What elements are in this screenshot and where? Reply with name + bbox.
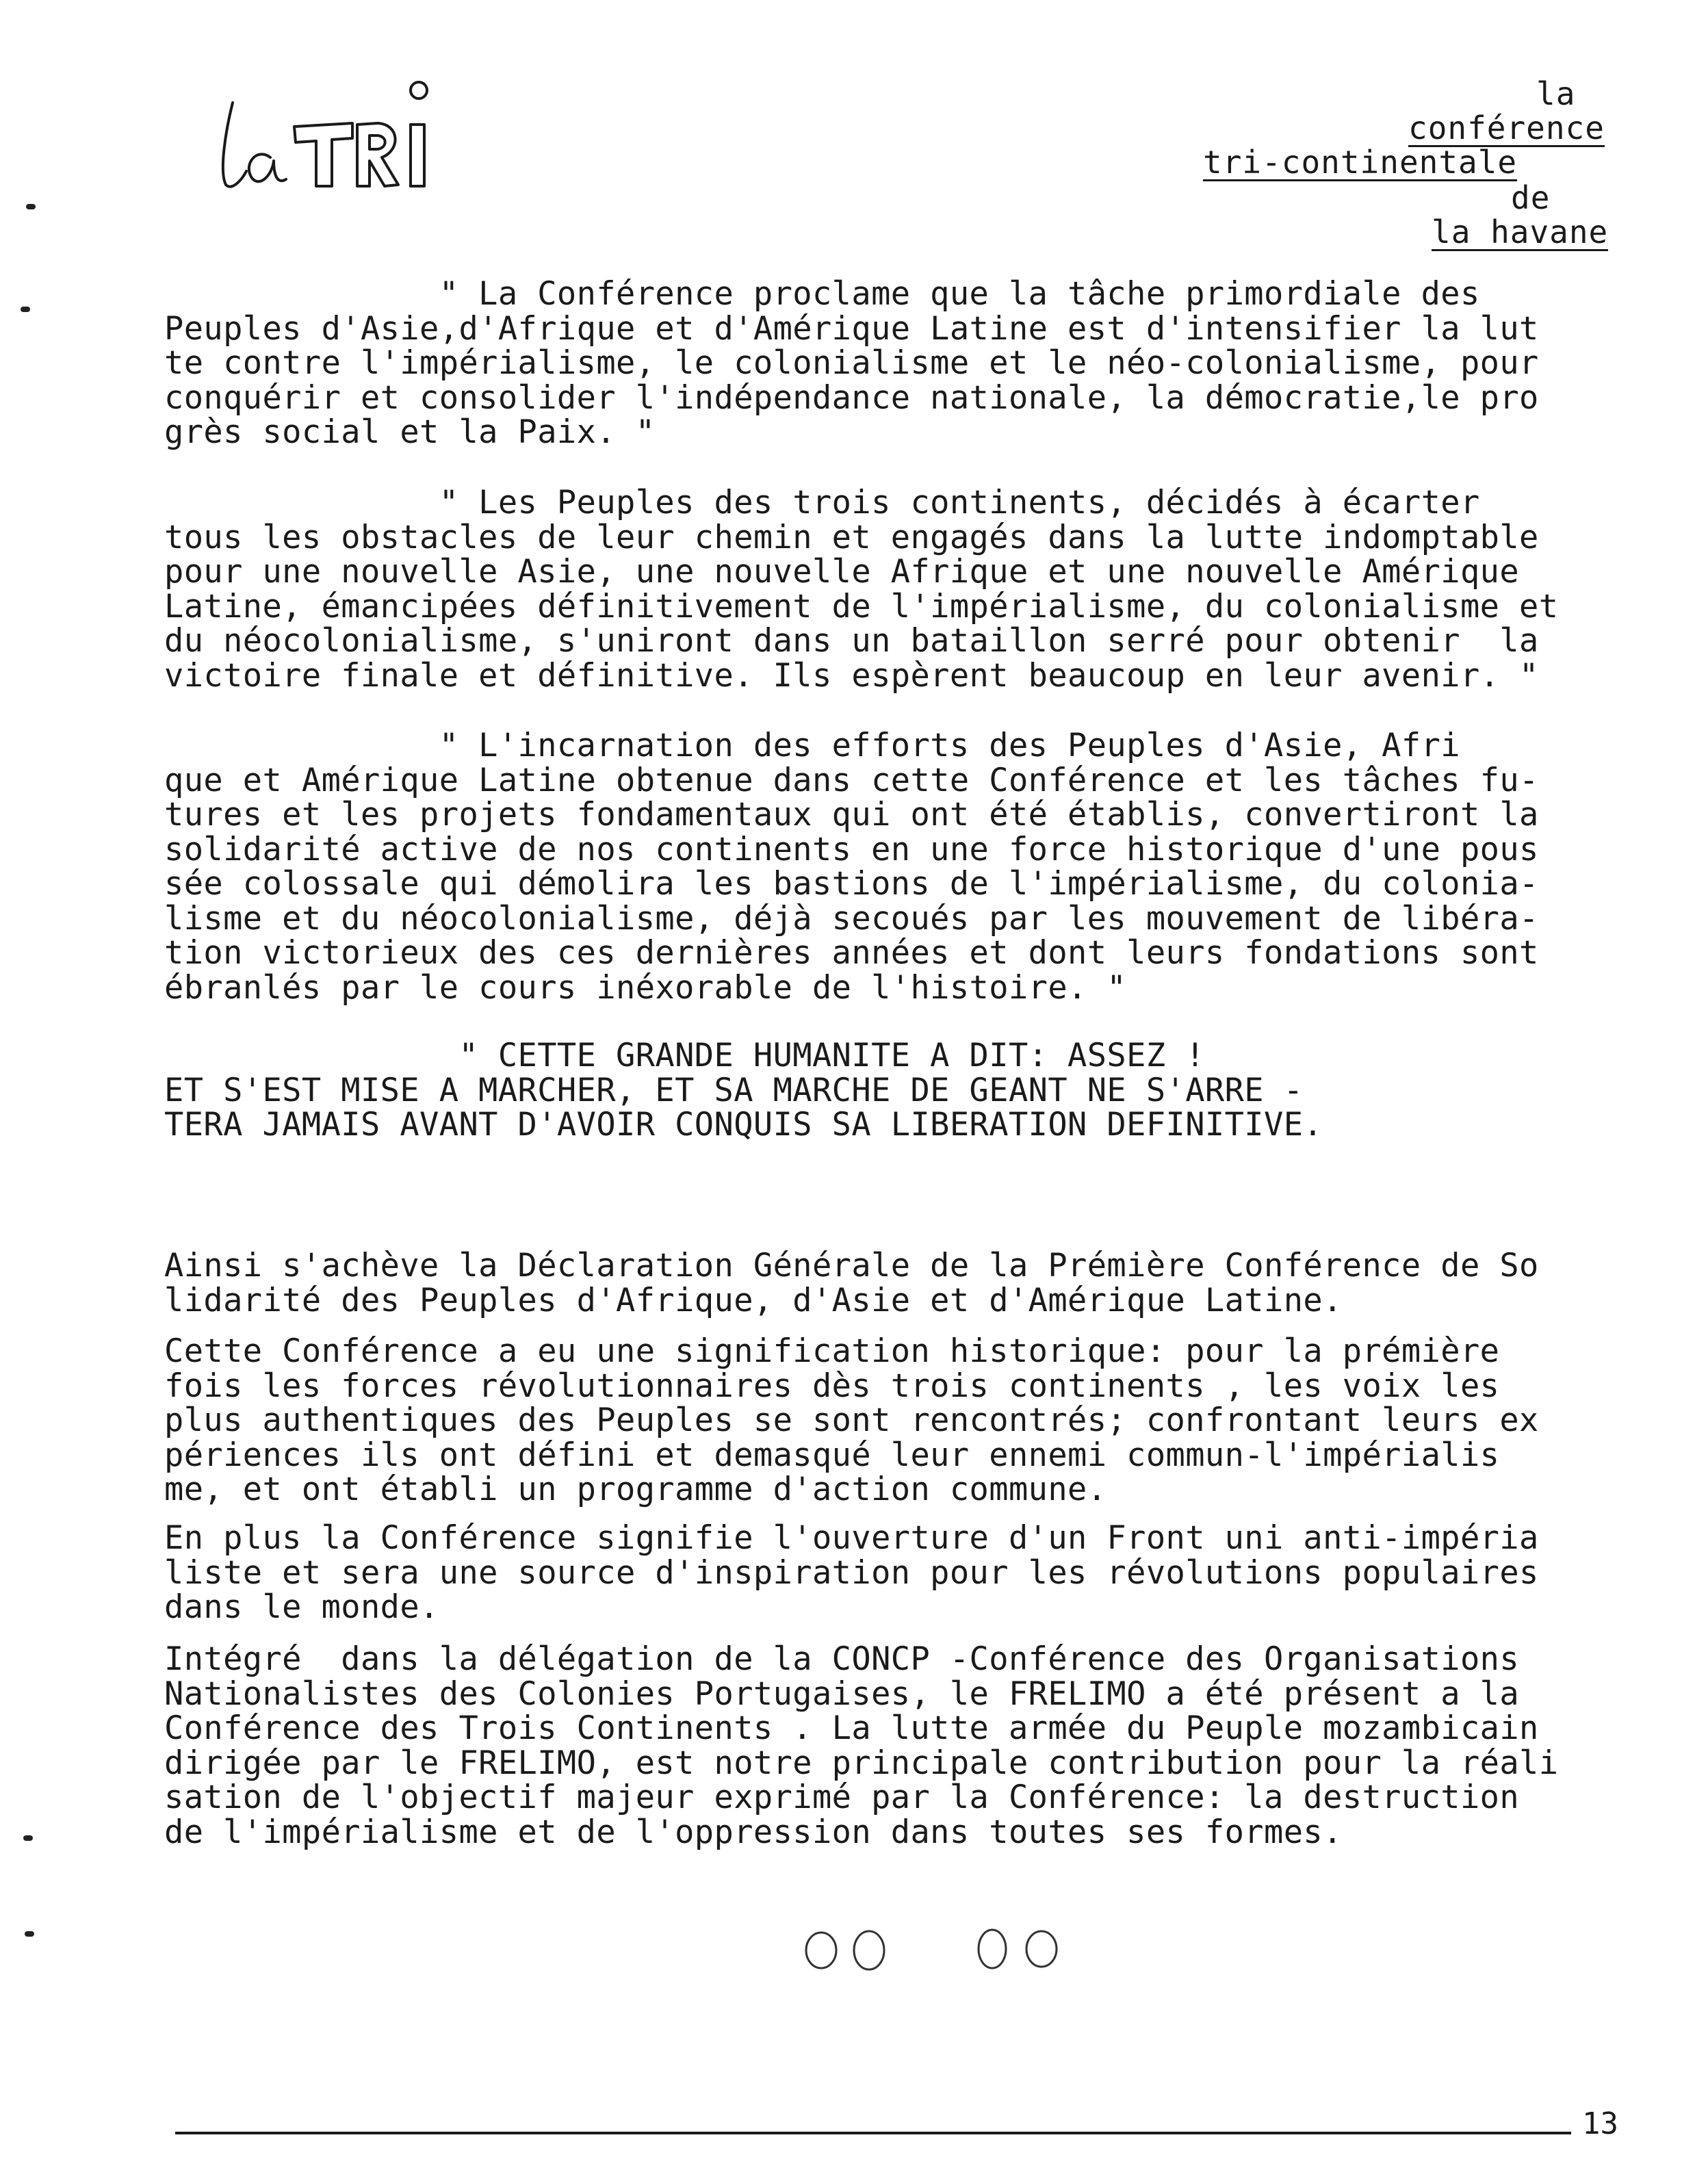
quote-paragraph-1: " La Conférence proclame que la tâche primordiale des Peuples d'Asie,d'Afrique et d'Amérique Latine est d'intensifier la lut te contre l'impérialisme, le colonialisme et le néo-colonialisme, pour conquérir et consolider l'indépendance nationale, la démocratie,le pro grès social et la Paix. " [164, 275, 1539, 451]
margin-speck [26, 204, 36, 209]
header-line-la: la [1536, 75, 1576, 112]
la-tri-logo-drawing [205, 75, 479, 212]
body-paragraph-4: Intégré dans la délégation de la CONCP -Conférence des Organisations Nationalistes des Colonies Portugaises, le FRELIMO a été présent a la Conférence des Trois Continents . La lutte armée du Peuple mozambicain dirigée par le FRELIMO, est notre principale contribution pour la réali sation de l'objectif majeur exprimé par la Conférence: la destruction de l'impérialisme et de l'oppression dans toutes ses formes. [164, 1640, 1559, 1851]
body-paragraph-1: Ainsi s'achève la Déclaration Générale de la Prémière Conférence de So lidarité des Peuples d'Afrique, d'Asie et d'Amérique Latine. [164, 1247, 1539, 1319]
body-paragraph-2: Cette Conférence a eu une signification historique: pour la prémière fois les forces révolutionnaires dès trois continents , les voix les plus authentiques des Peuples se sont rencontrés; confrontant leurs ex périences ils ont défini et demasqué leur ennemi commun-l'impérialis me, et ont établi un programme d'action commune. [164, 1332, 1539, 1508]
page-number: 13 [1582, 2106, 1618, 2141]
header-line-de: de [1511, 179, 1551, 216]
margin-speck [21, 307, 30, 312]
header-line-la-havane: la havane [1432, 214, 1609, 250]
margin-speck [25, 1931, 34, 1937]
header-line-tri-continentale: tri-continentale [1203, 144, 1518, 181]
quote-paragraph-3: " L'incarnation des efforts des Peuples d'Asie, Afri que et Amérique Latine obtenue dans cette Conférence et les tâches fu- tures et les projets fondamentaux qui ont été établis, convertiront la solidarité active de nos continents en une force historique d'une pous sée colossale qui démolira les bastions de l'impérialisme, du colonia- lisme et du néocolonialisme, déjà secoués par les mouvement de libéra- tion victorieux des ces dernières années et dont leurs fondations sont ébranlés par le cours inéxorable de l'histoire. " [164, 727, 1539, 1007]
la-tri-logo [205, 75, 479, 212]
header-line-conference: conférence [1408, 109, 1605, 146]
rings-icon [794, 1916, 1081, 1998]
footer-rule [175, 2132, 1571, 2134]
margin-speck [23, 1835, 33, 1841]
quote-paragraph-4-caps: " CETTE GRANDE HUMANITE A DIT: ASSEZ ! ET S'EST MISE A MARCHER, ET SA MARCHE DE GEANT NE S'ARRE - TERA JAMAIS AVANT D'AVOIR CONQUIS SA LIBERATION DEFINITIVE. [164, 1037, 1323, 1144]
decorative-rings [794, 1916, 1081, 1998]
quote-paragraph-2: " Les Peuples des trois continents, décidés à écarter tous les obstacles de leur chemin et engagés dans la lutte indomptable pour une nouvelle Asie, une nouvelle Afrique et une nouvelle Amérique Latine, émancipées définitivement de l'impérialisme, du colonialisme et du néocolonialisme, s'uniront dans un bataillon serré pour obtenir la victoire finale et définitive. Ils espèrent beaucoup en leur avenir. " [164, 484, 1559, 695]
body-paragraph-3: En plus la Conférence signifie l'ouverture d'un Front uni anti-impéria liste et sera une source d'inspiration pour les révolutions populaires dans le monde. [164, 1519, 1539, 1626]
